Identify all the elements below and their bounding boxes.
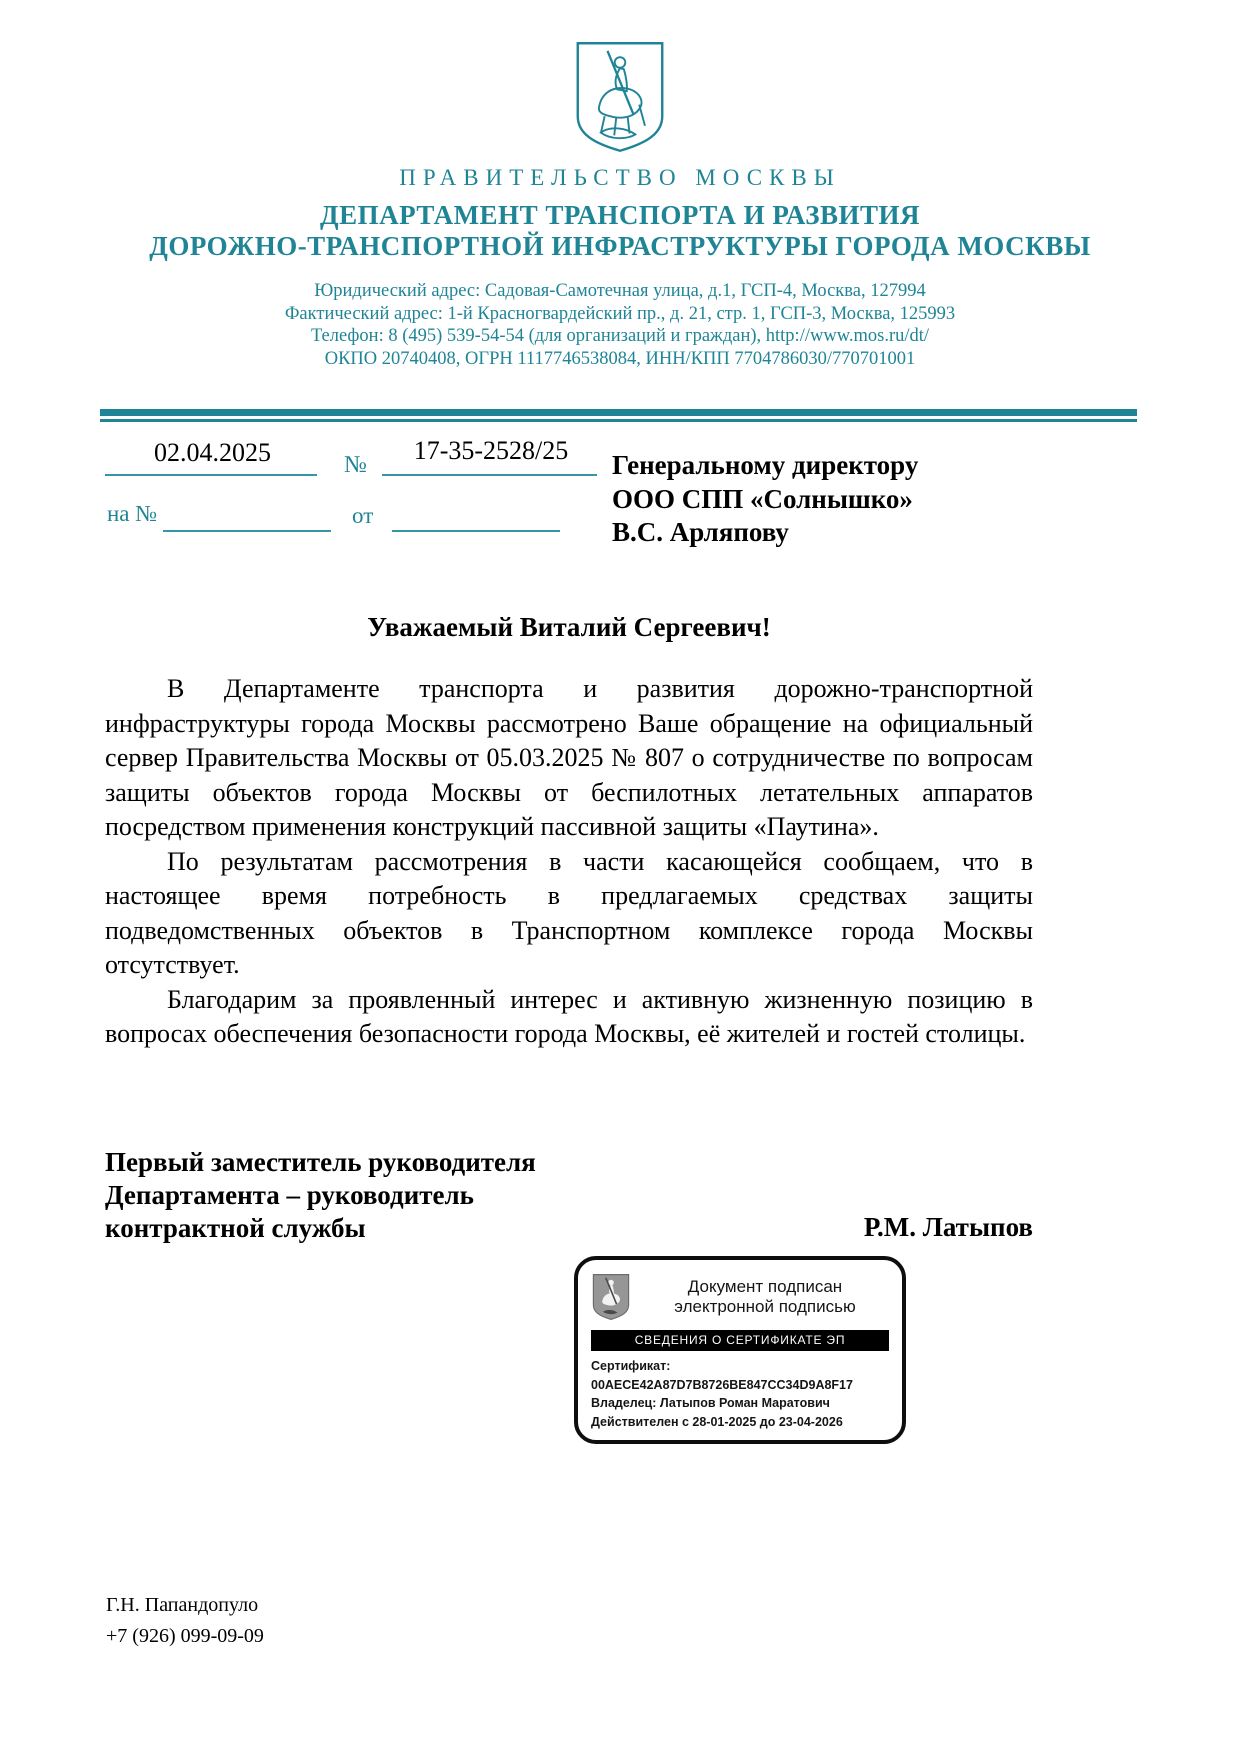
stamp-validity: Действителен с 28-01-2025 до 23-04-2026 bbox=[591, 1414, 843, 1429]
salutation: Уважаемый Виталий Сергеевич! bbox=[367, 612, 771, 642]
executor-name: Г.Н. Папандопуло bbox=[106, 1594, 259, 1616]
stamp-certificate-bar: СВЕДЕНИЯ О СЕРТИФИКАТЕ ЭП bbox=[591, 1330, 889, 1351]
divider-rule-thin bbox=[100, 419, 1137, 422]
divider-rule-thick bbox=[100, 409, 1137, 416]
moscow-coat-of-arms-icon bbox=[572, 38, 668, 156]
body-paragraph-3: Благодарим за проявленный интерес и активную жизненную позицию в вопросах обеспечения безопасности города Москвы, её жителей и гостей столицы. bbox=[105, 984, 1033, 1048]
stamp-certificate-info bbox=[591, 1357, 889, 1431]
government-title: ПРАВИТЕЛЬСТВО МОСКВЫ bbox=[399, 165, 841, 190]
electronic-signature-stamp bbox=[574, 1256, 906, 1444]
reply-to-number-underline bbox=[163, 530, 331, 532]
stamp-coat-of-arms-icon bbox=[591, 1270, 631, 1324]
letter-number: 17-35-2528/25 bbox=[413, 436, 569, 465]
date-underline bbox=[105, 474, 317, 476]
executor-phone: +7 (926) 099-09-09 bbox=[106, 1625, 264, 1647]
department-title bbox=[0, 200, 1240, 262]
stamp-title-line2: электронной подписью bbox=[674, 1297, 856, 1316]
letter-body bbox=[105, 672, 1033, 1052]
stamp-certificate-number: Сертификат: 00AECE42A87D7B8726BE847CC34D9A8F17 bbox=[591, 1359, 853, 1392]
legal-address: Юридический адрес: Садовая-Самотечная улица, д.1, ГСП-4, Москва, 127994 bbox=[314, 281, 926, 301]
recipient-name: В.С. Арляпову bbox=[612, 517, 789, 547]
body-paragraph-1: В Департаменте транспорта и развития дорожно-транспортной инфраструктуры города Москвы рассмотрено Ваше обращение на официальный сервер Правительства Москвы от 05.03.2025 № 807 о сотрудничестве по вопросам защиты объектов города Москвы от беспилотных летательных аппаратов посредством применения конструкций пассивной защиты «Паутина». bbox=[105, 674, 1033, 841]
stamp-title bbox=[641, 1277, 889, 1318]
reply-to-date-label: от bbox=[352, 503, 374, 528]
number-underline bbox=[382, 474, 597, 476]
department-title-line1: ДЕПАРТАМЕНТ ТРАНСПОРТА И РАЗВИТИЯ bbox=[320, 200, 920, 230]
phone-website: Телефон: 8 (495) 539-54-54 (для организаций и граждан), http://www.mos.ru/dt/ bbox=[310, 326, 930, 346]
number-sign: № bbox=[344, 452, 367, 478]
actual-address: Фактический адрес: 1-й Красногвардейский пр., д. 21, стр. 1, ГСП-3, Москва, 125993 bbox=[284, 303, 956, 324]
recipient-position: Генеральному директору bbox=[612, 450, 919, 480]
contact-block bbox=[0, 280, 1240, 370]
letterhead bbox=[0, 38, 1240, 370]
reply-to-number-label: на № bbox=[107, 501, 158, 526]
department-title-line2: ДОРОЖНО-ТРАНСПОРТНОЙ ИНФРАСТРУКТУРЫ ГОРОДА МОСКВЫ bbox=[149, 231, 1091, 261]
body-paragraph-2: По результатам рассмотрения в части касающейся сообщаем, что в настоящее время потребность в предлагаемых средствах защиты подведомственных объектов в Транспортном комплексе города Москвы отсутствует. bbox=[105, 846, 1033, 979]
recipient-block bbox=[612, 449, 918, 550]
letter-date: 02.04.2025 bbox=[154, 438, 271, 467]
executor-block bbox=[106, 1590, 264, 1652]
stamp-title-line1: Документ подписан bbox=[687, 1276, 843, 1296]
registration-codes: ОКПО 20740408, ОГРН 1117746538084, ИНН/КПП 7704786030/770701001 bbox=[324, 348, 916, 369]
recipient-organization: ООО СПП «Солнышко» bbox=[612, 483, 913, 514]
stamp-owner: Владелец: Латыпов Роман Маратович bbox=[591, 1396, 830, 1410]
signer-title-line3: контрактной службы bbox=[105, 1213, 366, 1243]
signer-name: Р.М. Латыпов bbox=[863, 1212, 1033, 1242]
signer-title-line2: Департамента – руководитель bbox=[105, 1180, 474, 1210]
signer-title-line1: Первый заместитель руководителя bbox=[105, 1147, 536, 1177]
stamp-header bbox=[591, 1270, 889, 1324]
reply-to-date-underline bbox=[392, 530, 560, 532]
